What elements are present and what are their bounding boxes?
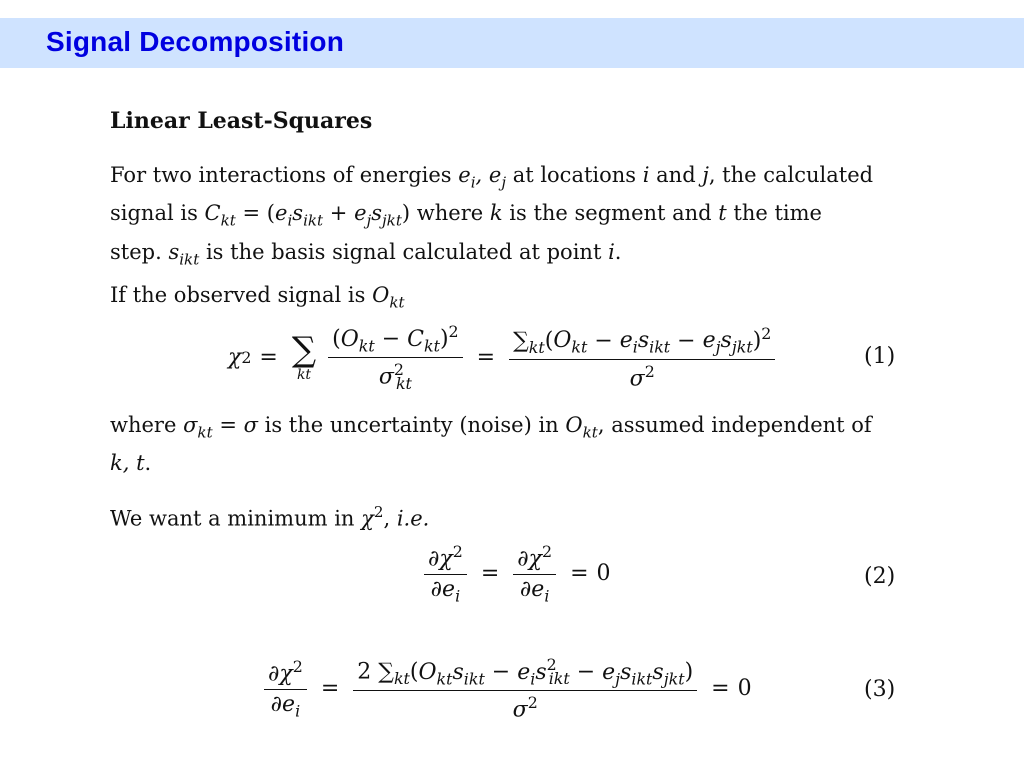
section-heading: Linear Least-Squares: [110, 108, 373, 134]
paragraph-interactions: For two interactions of energies $e_i$, $e_j$ at locations i and j, the calculated signal is $C_{kt} = (e_is_{ikt} + e_js_{jkt})$ where k is the segment and t the time step. $s_{ikt}$ is the basis signal calculated at point i.: [110, 163, 874, 268]
paragraph-observed: If the observed signal is $O_{kt}$: [110, 283, 405, 312]
equation-1: χ 2 = ∑ kt $\frac{(O_{kt} - C_{kt})^2}{\sigma^2_{kt}}$ = $\frac{\sum_{kt}(O_{kt} - e_is_{ikt} - e_js_{jkt})^2}{\sigma^2}$: [228, 322, 781, 393]
equation-number-1: (1): [864, 344, 896, 369]
paragraph-uncertainty: where $\sigma_{kt} = \sigma$ is the uncertainty (noise) in $O_{kt}$, assumed independent of k, t.: [110, 413, 872, 476]
equation-3: $\frac{\partial\chi^2}{\partial e_i}$ = $\frac{2 \sum_{kt}(O_{kt}s_{ikt} - e_is^2_{ikt} - e_js_{ikt}s_{jkt})}{\sigma^2}$ = 0: [258, 655, 752, 723]
paragraph-minimum: We want a minimum in $\chi^2$, i.e.: [110, 503, 430, 531]
equation-2: $\frac{\partial\chi^2}{\partial e_i}$ = $\frac{\partial\chi^2}{\partial e_i}$ = 0: [418, 542, 611, 605]
slide-title: Signal Decomposition: [46, 26, 345, 57]
equation-number-2: (2): [864, 564, 896, 589]
equation-number-3: (3): [864, 677, 896, 702]
